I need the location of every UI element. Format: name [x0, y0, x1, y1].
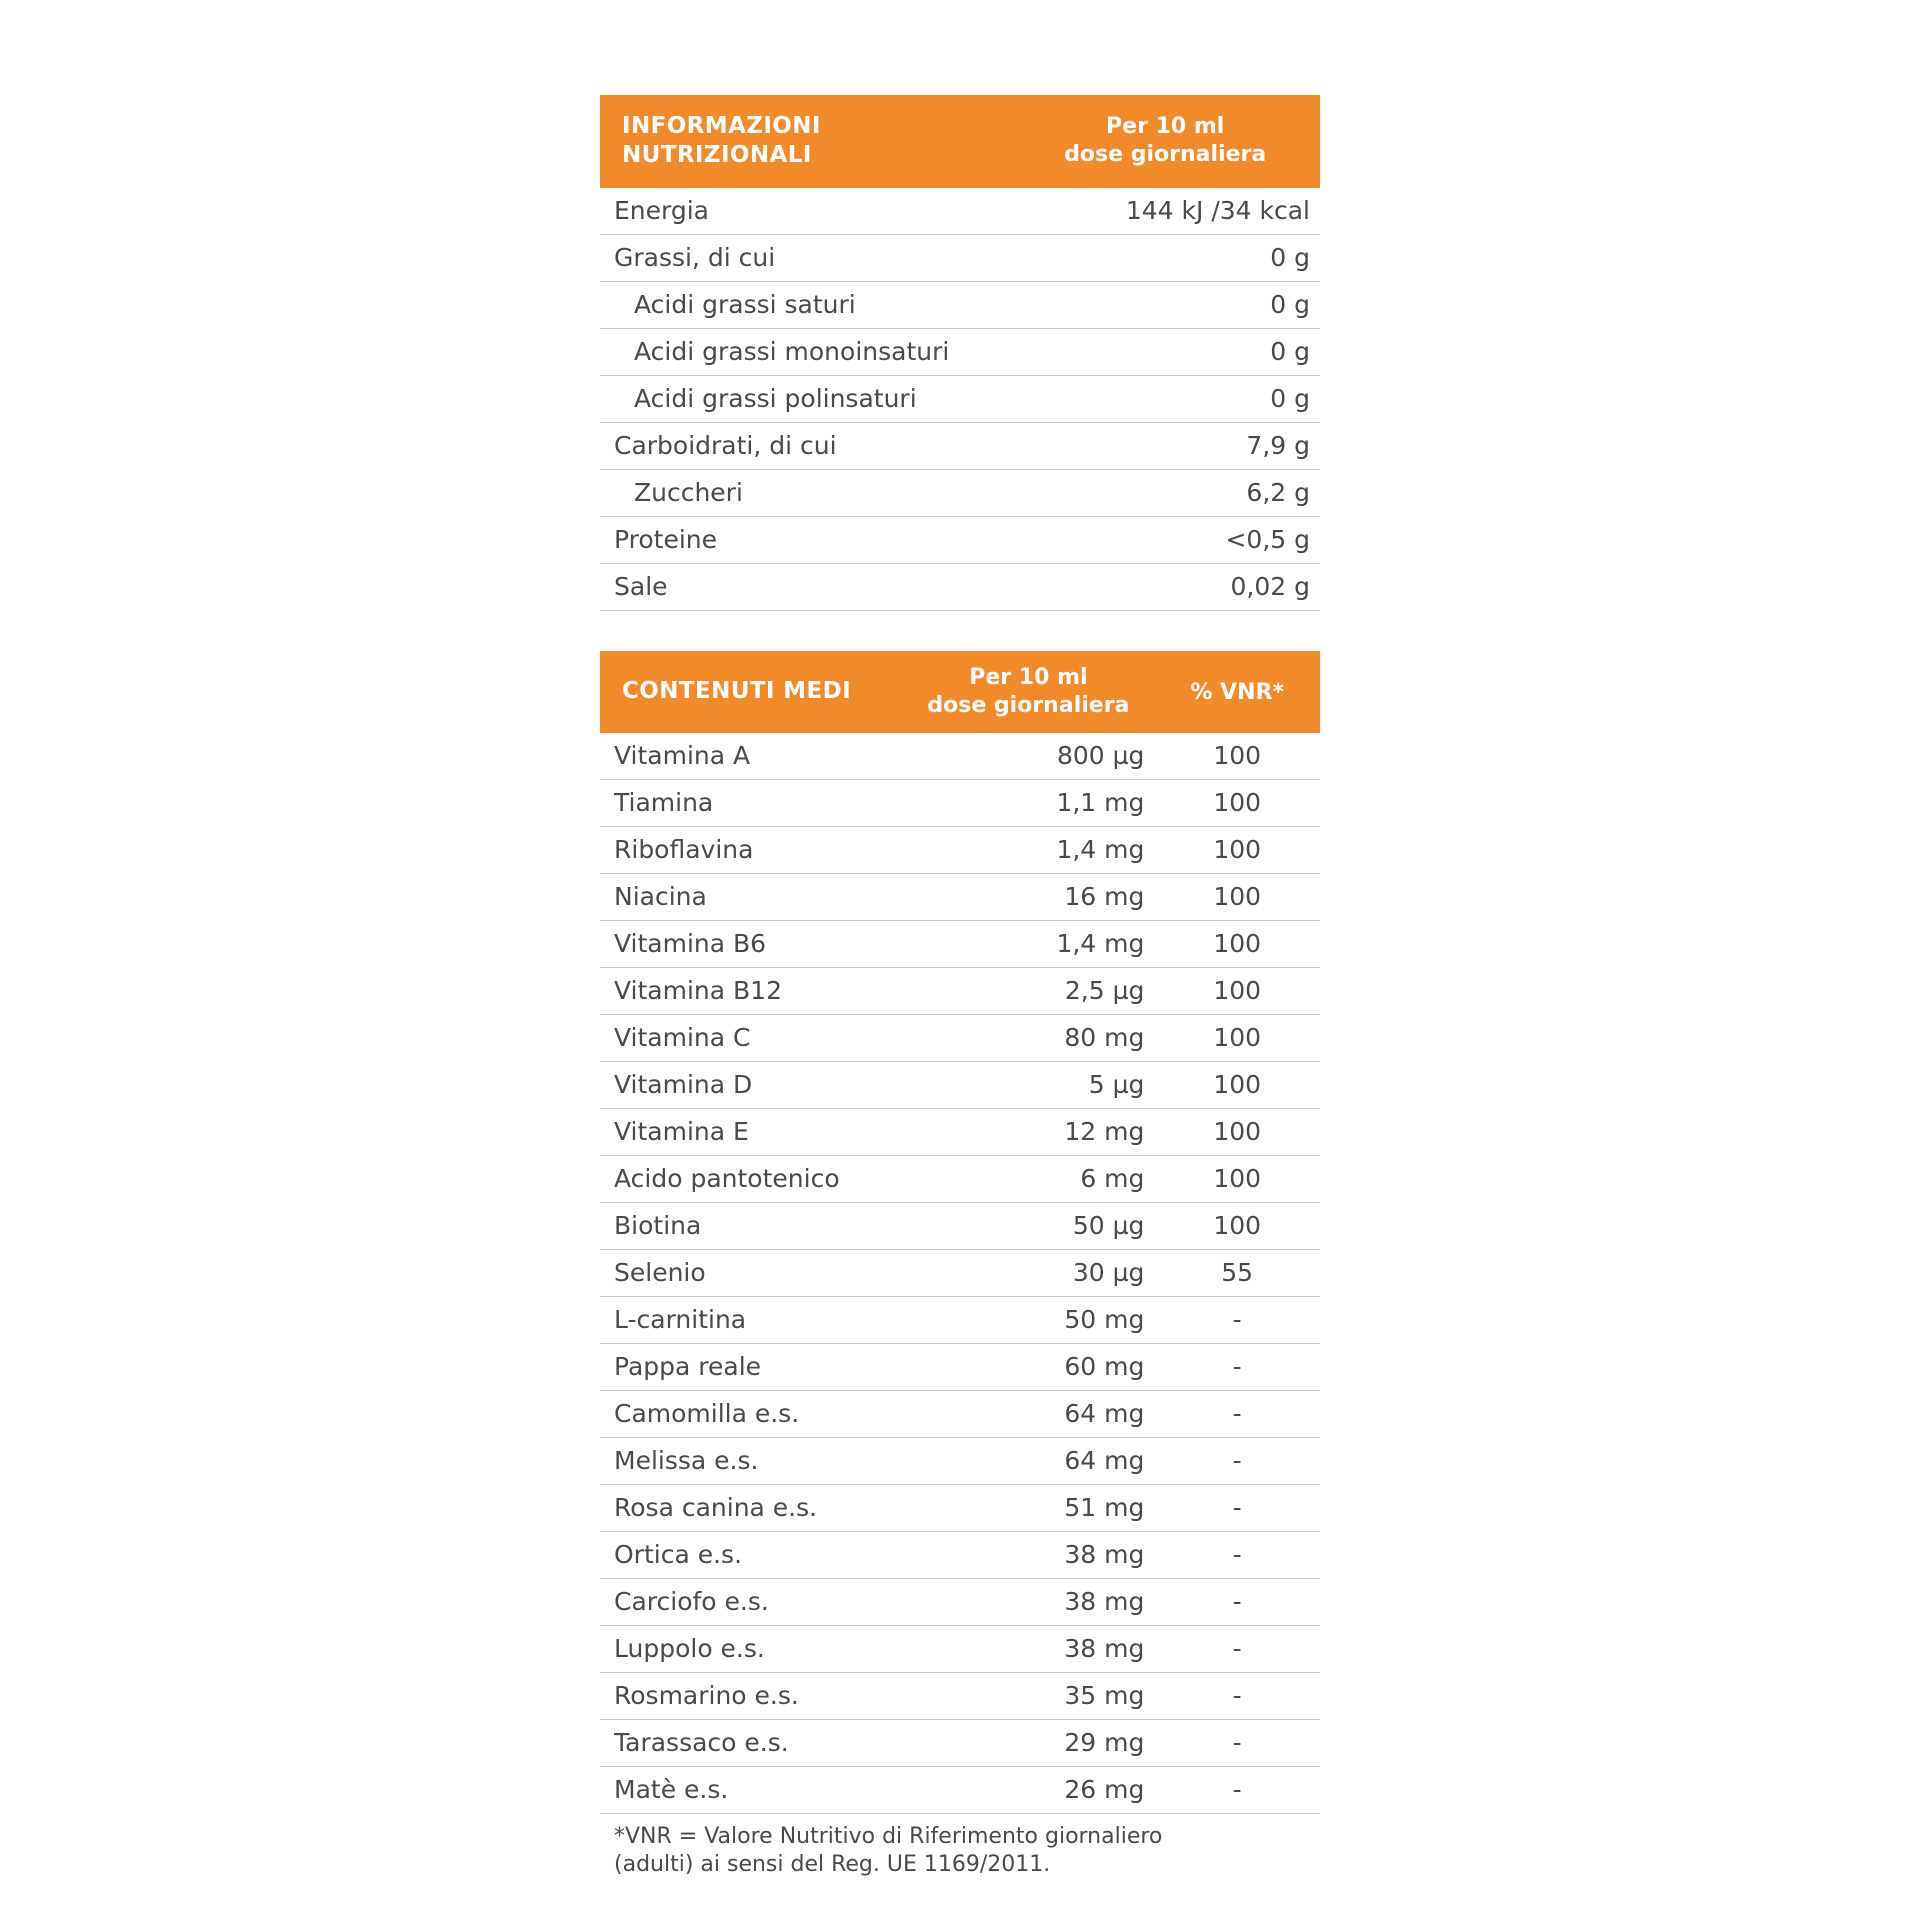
content-label: Matè e.s.	[600, 1767, 902, 1814]
table-row	[600, 1673, 1320, 1720]
content-vnr: -	[1154, 1673, 1320, 1720]
content-label: Tiamina	[600, 780, 902, 827]
content-label: Acido pantotenico	[600, 1156, 902, 1203]
table-row	[600, 1297, 1320, 1344]
content-vnr: -	[1154, 1438, 1320, 1485]
table-row	[600, 1532, 1320, 1579]
table-row	[600, 968, 1320, 1015]
content-vnr: 100	[1154, 1062, 1320, 1109]
content-label: Niacina	[600, 874, 902, 921]
content-amount: 38 mg	[902, 1626, 1154, 1673]
nutrient-label: Energia	[600, 188, 1010, 235]
nutrient-value: 6,2 g	[1010, 469, 1320, 516]
content-label: Riboflavina	[600, 827, 902, 874]
vnr-footnote-line1: *VNR = Valore Nutritivo di Riferimento giornaliero	[614, 1824, 1163, 1850]
content-vnr: -	[1154, 1767, 1320, 1814]
contents-table-vnr-header: % VNR*	[1154, 651, 1320, 733]
nutrition-table-header-row	[600, 95, 1320, 188]
nutrient-value: <0,5 g	[1010, 516, 1320, 563]
table-row	[600, 780, 1320, 827]
content-amount: 1,1 mg	[902, 780, 1154, 827]
content-vnr: 55	[1154, 1250, 1320, 1297]
nutrition-information-table	[600, 95, 1320, 611]
contents-table-title: CONTENUTI MEDI	[600, 651, 902, 733]
content-label: Rosmarino e.s.	[600, 1673, 902, 1720]
table-row	[600, 1720, 1320, 1767]
table-row	[600, 1250, 1320, 1297]
content-vnr: -	[1154, 1626, 1320, 1673]
table-row	[600, 733, 1320, 780]
content-amount: 1,4 mg	[902, 921, 1154, 968]
table-row	[600, 1438, 1320, 1485]
contents-dose-line1: Per 10 ml	[969, 664, 1088, 690]
nutrient-label: Sale	[600, 563, 1010, 610]
content-amount: 29 mg	[902, 1720, 1154, 1767]
content-label: Tarassaco e.s.	[600, 1720, 902, 1767]
content-amount: 80 mg	[902, 1015, 1154, 1062]
content-vnr: -	[1154, 1532, 1320, 1579]
content-amount: 38 mg	[902, 1579, 1154, 1626]
content-label: Carciofo e.s.	[600, 1579, 902, 1626]
table-row	[600, 375, 1320, 422]
table-row	[600, 1015, 1320, 1062]
contents-table-header-row	[600, 651, 1320, 733]
content-vnr: 100	[1154, 1203, 1320, 1250]
content-vnr: 100	[1154, 780, 1320, 827]
content-amount: 50 mg	[902, 1297, 1154, 1344]
content-label: Vitamina B12	[600, 968, 902, 1015]
nutrition-dose-line1: Per 10 ml	[1106, 114, 1225, 140]
nutrient-label: Acidi grassi saturi	[600, 281, 1010, 328]
table-row	[600, 1626, 1320, 1673]
content-vnr: 100	[1154, 733, 1320, 780]
table-row	[600, 234, 1320, 281]
content-amount: 1,4 mg	[902, 827, 1154, 874]
content-label: Selenio	[600, 1250, 902, 1297]
contents-table-dose-header	[902, 651, 1154, 733]
table-row	[600, 874, 1320, 921]
nutrient-label: Proteine	[600, 516, 1010, 563]
table-row	[600, 1344, 1320, 1391]
content-label: Vitamina B6	[600, 921, 902, 968]
table-row	[600, 1156, 1320, 1203]
content-label: Vitamina A	[600, 733, 902, 780]
content-amount: 50 µg	[902, 1203, 1154, 1250]
content-vnr: 100	[1154, 1015, 1320, 1062]
table-row	[600, 469, 1320, 516]
content-amount: 16 mg	[902, 874, 1154, 921]
table-row	[600, 422, 1320, 469]
vnr-footnote	[600, 1823, 1320, 1878]
nutrition-table-title: INFORMAZIONI NUTRIZIONALI	[600, 95, 1010, 188]
content-amount: 6 mg	[902, 1156, 1154, 1203]
content-amount: 38 mg	[902, 1532, 1154, 1579]
contents-dose-line2: dose giornaliera	[927, 693, 1130, 719]
nutrient-value: 7,9 g	[1010, 422, 1320, 469]
nutrient-value: 0 g	[1010, 281, 1320, 328]
content-amount: 30 µg	[902, 1250, 1154, 1297]
content-label: Pappa reale	[600, 1344, 902, 1391]
content-amount: 64 mg	[902, 1391, 1154, 1438]
nutrient-value: 144 kJ /34 kcal	[1010, 188, 1320, 235]
content-vnr: 100	[1154, 1156, 1320, 1203]
content-vnr: 100	[1154, 968, 1320, 1015]
content-label: Ortica e.s.	[600, 1532, 902, 1579]
nutrient-label: Zuccheri	[600, 469, 1010, 516]
nutrient-label: Carboidrati, di cui	[600, 422, 1010, 469]
table-row	[600, 281, 1320, 328]
content-amount: 60 mg	[902, 1344, 1154, 1391]
table-spacer	[600, 611, 1320, 651]
table-row	[600, 827, 1320, 874]
table-row	[600, 328, 1320, 375]
table-row	[600, 921, 1320, 968]
average-contents-table	[600, 651, 1320, 1814]
content-label: Vitamina D	[600, 1062, 902, 1109]
content-amount: 26 mg	[902, 1767, 1154, 1814]
table-row	[600, 1485, 1320, 1532]
content-vnr: -	[1154, 1720, 1320, 1767]
content-label: L-carnitina	[600, 1297, 902, 1344]
nutrition-dose-line2: dose giornaliera	[1064, 142, 1267, 168]
content-amount: 2,5 µg	[902, 968, 1154, 1015]
table-row	[600, 563, 1320, 610]
content-vnr: 100	[1154, 827, 1320, 874]
vnr-footnote-line2: (adulti) ai sensi del Reg. UE 1169/2011.	[614, 1851, 1051, 1877]
content-label: Melissa e.s.	[600, 1438, 902, 1485]
table-row	[600, 188, 1320, 235]
content-amount: 5 µg	[902, 1062, 1154, 1109]
table-row	[600, 1203, 1320, 1250]
content-label: Rosa canina e.s.	[600, 1485, 902, 1532]
content-amount: 51 mg	[902, 1485, 1154, 1532]
content-vnr: -	[1154, 1579, 1320, 1626]
content-vnr: -	[1154, 1391, 1320, 1438]
nutrient-value: 0 g	[1010, 375, 1320, 422]
nutrient-value: 0 g	[1010, 328, 1320, 375]
content-label: Biotina	[600, 1203, 902, 1250]
nutrition-table-dose-header	[1010, 95, 1320, 188]
content-amount: 64 mg	[902, 1438, 1154, 1485]
nutrient-value: 0,02 g	[1010, 563, 1320, 610]
table-row	[600, 1062, 1320, 1109]
nutrient-label: Acidi grassi polinsaturi	[600, 375, 1010, 422]
nutrient-label: Acidi grassi monoinsaturi	[600, 328, 1010, 375]
table-row	[600, 1109, 1320, 1156]
nutrition-facts-panel	[600, 95, 1320, 1879]
content-vnr: 100	[1154, 874, 1320, 921]
content-vnr: -	[1154, 1344, 1320, 1391]
content-amount: 35 mg	[902, 1673, 1154, 1720]
content-label: Camomilla e.s.	[600, 1391, 902, 1438]
content-label: Vitamina E	[600, 1109, 902, 1156]
content-vnr: -	[1154, 1297, 1320, 1344]
content-label: Vitamina C	[600, 1015, 902, 1062]
content-vnr: 100	[1154, 1109, 1320, 1156]
table-row	[600, 516, 1320, 563]
content-vnr: -	[1154, 1485, 1320, 1532]
content-amount: 800 µg	[902, 733, 1154, 780]
table-row	[600, 1579, 1320, 1626]
content-label: Luppolo e.s.	[600, 1626, 902, 1673]
content-amount: 12 mg	[902, 1109, 1154, 1156]
nutrient-value: 0 g	[1010, 234, 1320, 281]
contents-table-body	[600, 651, 1320, 1814]
table-row	[600, 1391, 1320, 1438]
nutrition-table-body	[600, 95, 1320, 610]
nutrient-label: Grassi, di cui	[600, 234, 1010, 281]
content-vnr: 100	[1154, 921, 1320, 968]
table-row	[600, 1767, 1320, 1814]
